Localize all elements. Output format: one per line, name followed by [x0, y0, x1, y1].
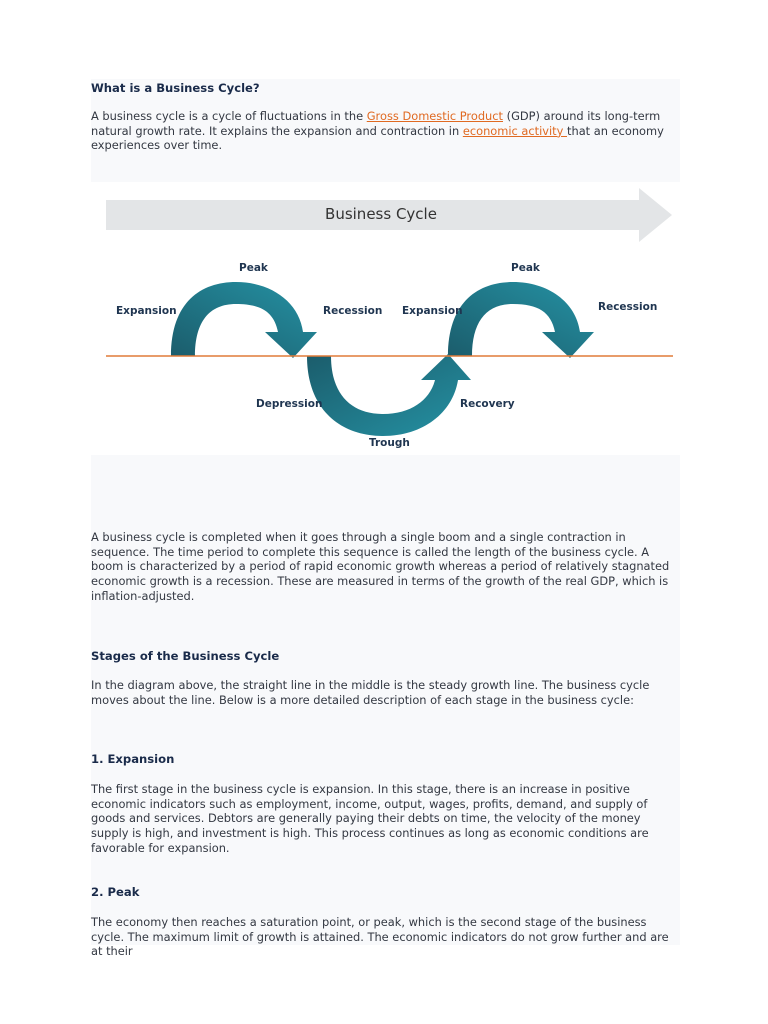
label-recession-2: Recession [598, 301, 658, 313]
intro-text-start: A business cycle is a cycle of fluctuations in the [91, 109, 367, 123]
stages-intro-paragraph: In the diagram above, the straight line in the middle is the steady growth line. The business cycle moves about the line. Below is a more detailed description of each stage in the business cycle: [91, 678, 650, 707]
expansion-paragraph: The first stage in the business cycle is expansion. In this stage, there is an increase in positive economic indicators such as employment, income, output, wages, profits, demand, and supply of goods and services. Debtors are generally paying their debts on time, the velocity of the money supply is high, and investment is high. This process continues as long as economic conditions are favorable for expansion. [91, 782, 649, 855]
document-page [91, 79, 680, 959]
label-trough: Trough [369, 437, 410, 449]
diagram-title: Business Cycle [325, 205, 437, 223]
peak-arc-2-shape [448, 282, 594, 358]
label-recovery: Recovery [460, 398, 515, 410]
gdp-link[interactable]: Gross Domestic Product [366, 109, 503, 123]
trough-arc-shape [307, 354, 471, 436]
peak-arc-1-shape [171, 282, 317, 358]
section-heading-stages: Stages of the Business Cycle [91, 649, 280, 663]
label-depression: Depression [256, 398, 323, 410]
stage-heading-expansion: 1. Expansion [91, 752, 175, 766]
label-peak-1: Peak [239, 262, 268, 274]
business-cycle-diagram [91, 182, 680, 455]
section-heading-what-is: What is a Business Cycle? [91, 81, 260, 95]
label-recession-1: Recession [323, 305, 383, 317]
label-expansion-2: Expansion [402, 305, 463, 317]
label-expansion-1: Expansion [116, 305, 177, 317]
stage-heading-peak: 2. Peak [91, 885, 140, 899]
cycle-definition-paragraph: A business cycle is completed when it goes through a single boom and a single contraction in sequence. The time period to complete this sequence is called the length of the business cycle. A boom is characterized by a period of rapid economic growth whereas a period of relatively stagnated economic growth is a recession. These are measured in terms of the growth of the real GDP, which is inflation-adjusted. [91, 530, 670, 603]
intro-text-end: that an economy experiences over time. [91, 123, 664, 153]
label-peak-2: Peak [511, 262, 540, 274]
intro-paragraph [91, 109, 671, 153]
peak-paragraph: The economy then reaches a saturation point, or peak, which is the second stage of the business cycle. The maximum limit of growth is attained. The economic indicators do not grow further and are at their [91, 915, 669, 959]
intro-text-middle: (GDP) around its long-term natural growth rate. It explains the expansion and contraction in [91, 109, 661, 138]
economic-activity-link[interactable]: economic activity [462, 123, 568, 138]
